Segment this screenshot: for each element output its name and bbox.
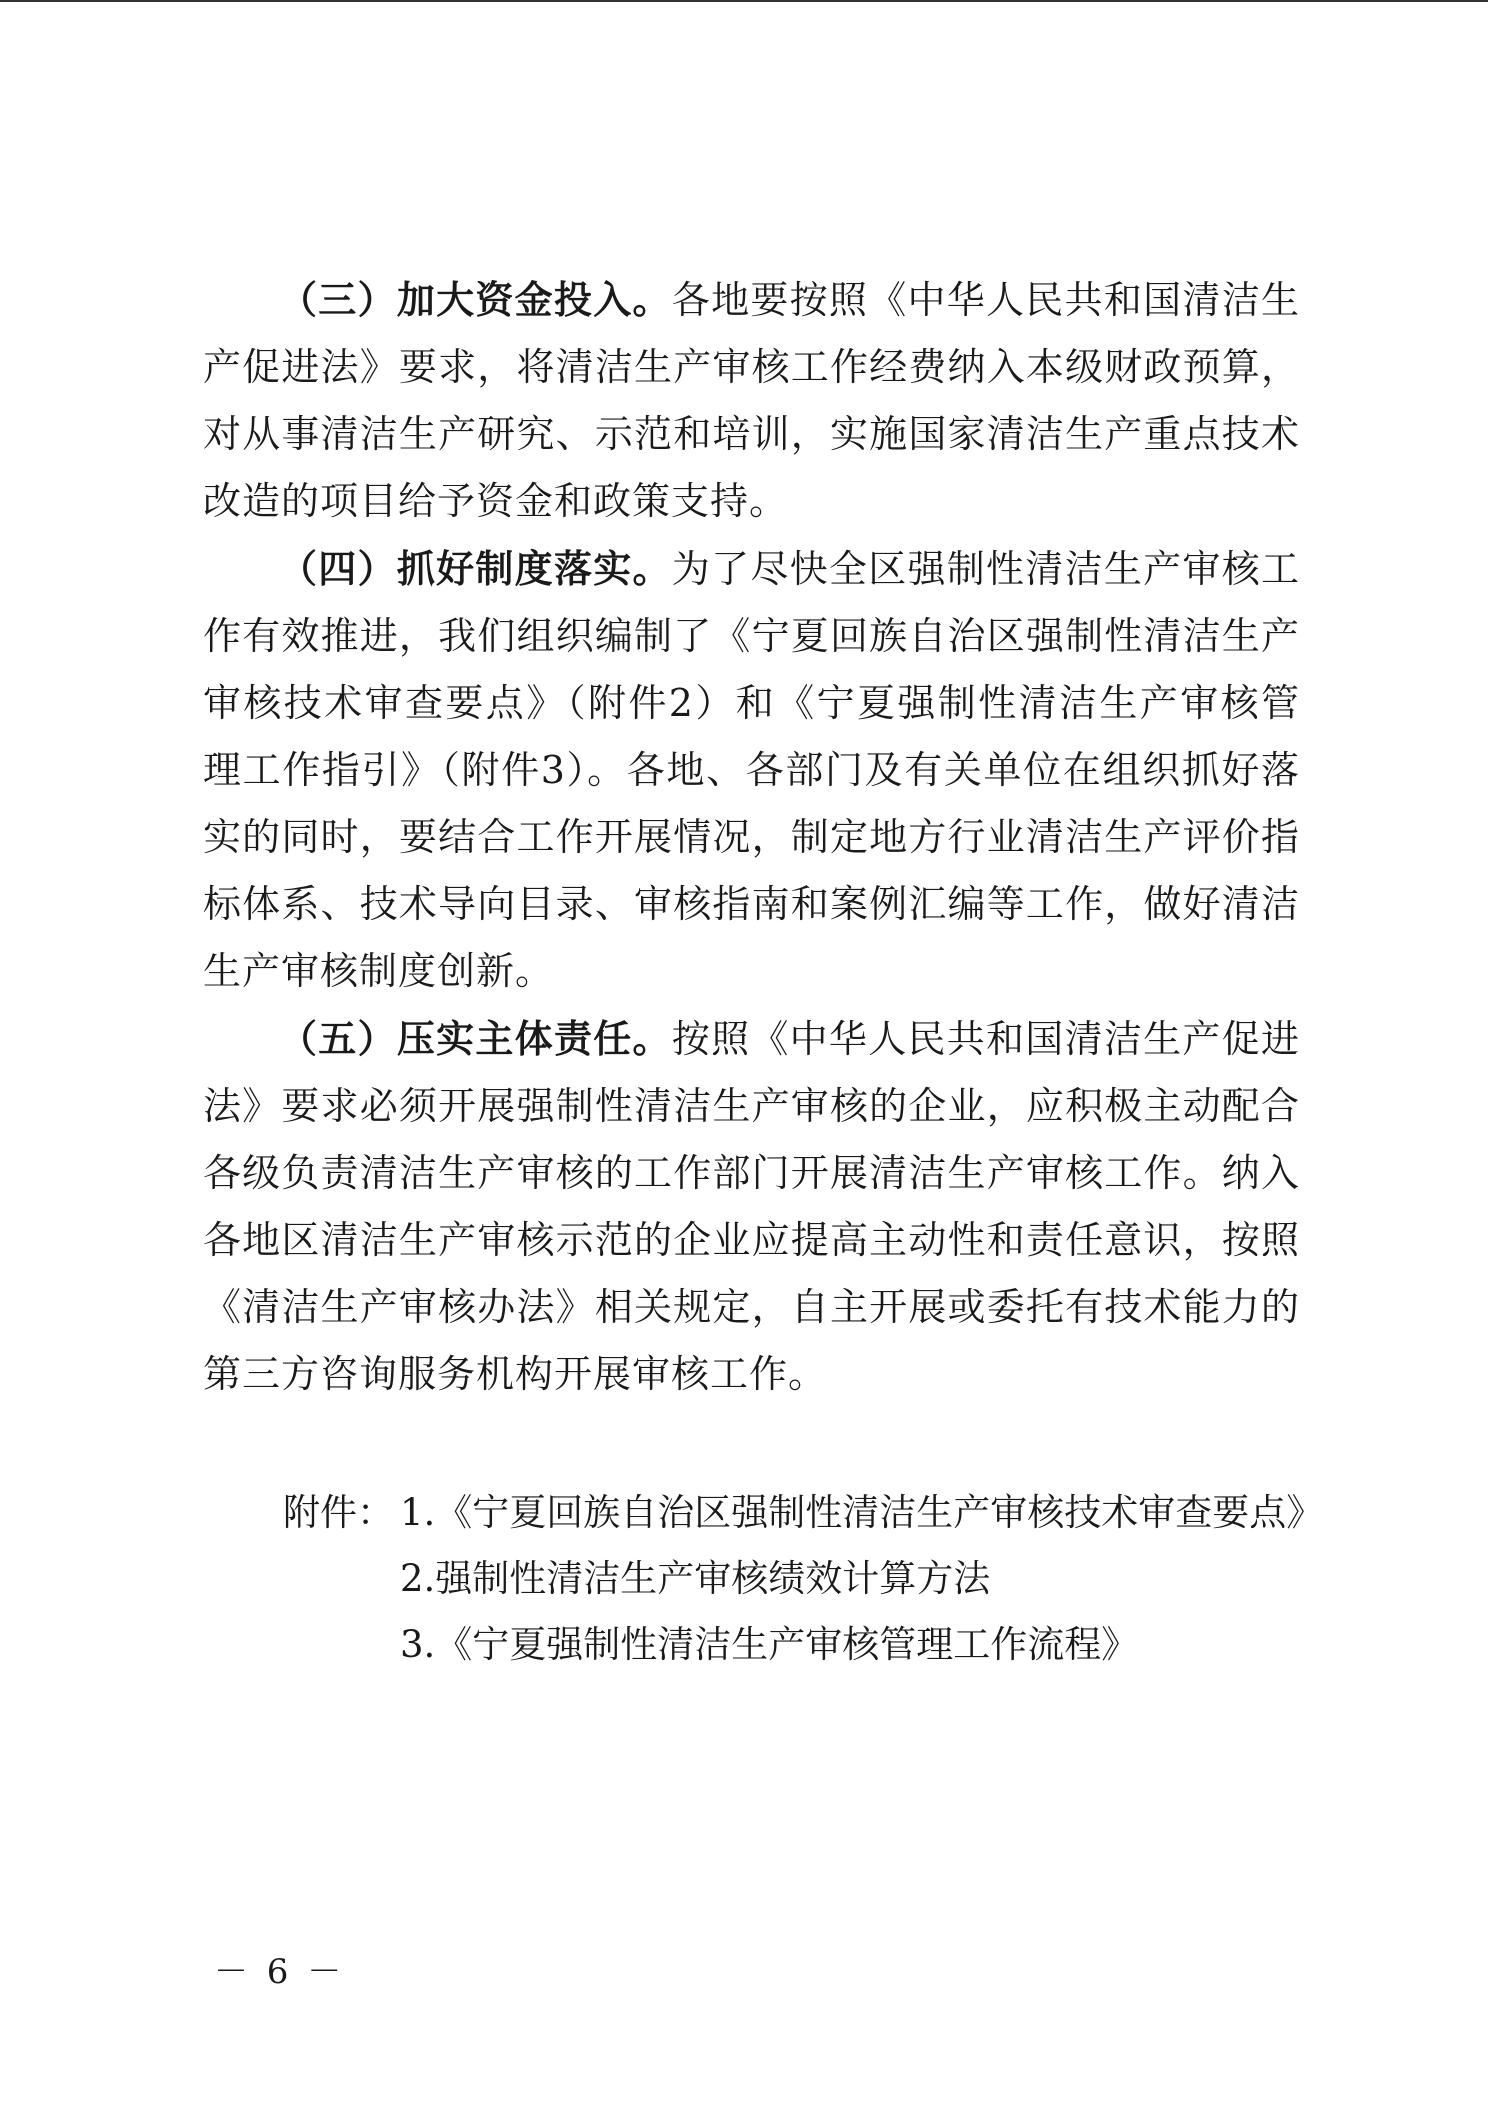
attachment-item: 3.《宁夏强制性清洁生产审核管理工作流程》	[400, 1623, 1139, 1666]
attachments-list	[283, 1480, 1323, 1678]
paragraph-funding	[203, 266, 1300, 535]
indent-spacer	[283, 1546, 400, 1612]
list-item	[283, 1612, 1323, 1678]
paragraph-system	[203, 535, 1300, 1005]
paragraph-body: 各地要按照《中华人民共和国清洁生产促进法》要求，将清洁生产审核工作经费纳入本级财政预算，对从事清洁生产研究、示范和培训，实施国家清洁生产重点技术改造的项目给予资金和政策支持。	[203, 278, 1300, 523]
paragraph-responsibility	[203, 1005, 1300, 1408]
paragraph-body: 为了尽快全区强制性清洁生产审核工作有效推进，我们组织编制了《宁夏回族自治区强制性清洁生产审核技术审查要点》（附件2）和《宁夏强制性清洁生产审核管理工作指引》（附件3）。各地、各部门及有关单位在组织抓好落实的同时，要结合工作开展情况，制定地方行业清洁生产评价指标体系、技术导向目录、审核指南和案例汇编等工作，做好清洁生产审核制度创新。	[203, 547, 1300, 993]
attachment-item: 1.《宁夏回族自治区强制性清洁生产审核技术审查要点》	[400, 1491, 1324, 1534]
paragraph-heading: （五）压实主体责任。	[279, 1016, 672, 1061]
paragraph-body: 按照《中华人民共和国清洁生产促进法》要求必须开展强制性清洁生产审核的企业，应积极主动配合各级负责清洁生产审核的工作部门开展清洁生产审核工作。纳入各地区清洁生产审核示范的企业应提高主动性和责任意识，按照《清洁生产审核办法》相关规定，自主开展或委托有技术能力的第三方咨询服务机构开展审核工作。	[203, 1017, 1300, 1396]
attachments-label: 附件：	[283, 1491, 394, 1534]
page-number: － 6 －	[214, 1952, 346, 1992]
attachment-item: 2.强制性清洁生产审核绩效计算方法	[400, 1557, 991, 1600]
list-item	[283, 1546, 1323, 1612]
list-item	[283, 1480, 1323, 1546]
paragraph-heading: （三）加大资金投入。	[279, 277, 672, 322]
indent-spacer	[283, 1612, 400, 1678]
body-text	[203, 266, 1300, 1408]
paragraph-heading: （四）抓好制度落实。	[279, 546, 672, 591]
